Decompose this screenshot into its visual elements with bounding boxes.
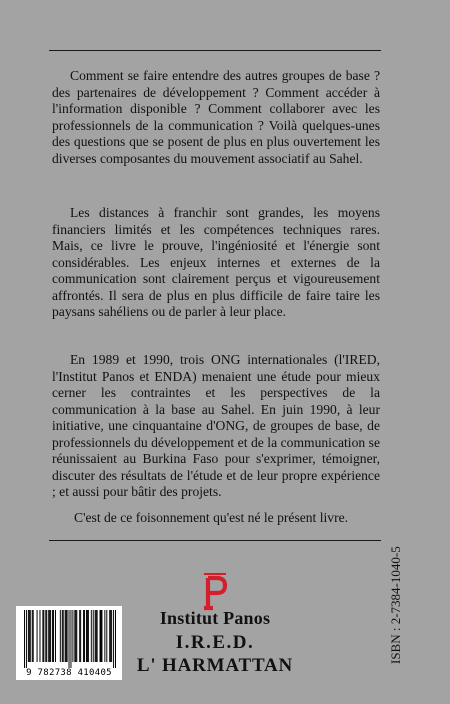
barcode-bar <box>104 610 105 662</box>
paragraph-3 <box>52 352 380 501</box>
barcode-bar <box>32 610 33 662</box>
barcode-bar <box>53 610 54 662</box>
barcode-bar <box>86 610 87 662</box>
barcode-bar <box>43 610 44 662</box>
barcode-bar <box>30 610 31 662</box>
barcode-bar <box>39 610 40 662</box>
ean13-barcode-icon <box>16 606 122 680</box>
paragraph-2 <box>52 205 380 321</box>
barcode-bar <box>76 610 77 662</box>
barcode-bar <box>28 610 29 662</box>
paragraph-4 <box>52 510 380 527</box>
barcode-bar <box>113 610 114 668</box>
barcode-bar <box>93 610 94 662</box>
barcode-bar <box>96 610 97 662</box>
panos-p-logo-icon <box>200 572 230 612</box>
barcode-bar <box>29 610 30 662</box>
paragraph-4-text: C'est de ce foisonnement qu'est né le présent livre. <box>74 510 349 525</box>
barcode-bar <box>62 610 63 662</box>
barcode-bar <box>111 610 112 662</box>
barcode-bar <box>33 610 34 662</box>
barcode-bar <box>106 610 107 662</box>
barcode-bar <box>69 610 70 668</box>
barcode-bar <box>52 610 53 662</box>
barcode-bar <box>95 610 96 662</box>
barcode-bars <box>24 610 116 668</box>
barcode-bar <box>72 610 73 662</box>
barcode-bar <box>80 610 81 662</box>
barcode-bar <box>115 610 116 668</box>
barcode-bar <box>67 610 68 662</box>
barcode-bar <box>109 610 110 662</box>
paragraph-3-text: En 1989 et 1990, trois ONG internationales (l'IRED, l'Institut Panos et ENDA) menaient une étude pour mieux cerner les contraintes et les perspectives de la communication à la base au Sahel. En juin 1990, à leur initiative, une cinquantaine d'ONG, de groupes de base, de professionnels du développement et de la communication se réunissaient au Burkina Faso pour s'exprimer, témoigner, discuter des résultats de l'étude et de leur propre expérience ; et aussi pour bâtir des projets. <box>52 352 380 499</box>
isbn-number: ISBN : 2-7384-1040-5 <box>388 546 403 664</box>
top-divider <box>49 50 381 51</box>
barcode-bar <box>79 610 80 662</box>
barcode-bar <box>83 610 84 662</box>
paragraph-1-text: Comment se faire entendre des autres groupes de base ? des partenaires de développement ? Comment accéder à l'information disponible ? Comment collaborer avec les professionnels de la communication ? Voilà quelques-unes des questions que se posent de plus en plus ouvertement les diverses composantes du mouvement associatif au Sahel. <box>52 68 380 166</box>
barcode-bar <box>84 610 85 662</box>
barcode-bar <box>87 610 88 662</box>
paragraph-2-text: Les distances à franchir sont grandes, les moyens financiers limités et les compétences techniques rares. Mais, ce livre le prouve, l'ingéniosité et l'énergie sont considérables. Les enjeux internes et externes de la communication sont clairement perçus et vigoureusement affrontés. Il sera de plus en plus difficile de faire taire les paysans sahéliens ou de parler à leur place. <box>52 205 380 319</box>
barcode-digits: 9 782738 410405 <box>26 668 112 678</box>
barcode-bar <box>74 610 75 662</box>
publisher-harmattan: L' HARMATTAN <box>136 655 294 676</box>
barcode-bar <box>88 610 89 662</box>
barcode-bar <box>24 610 25 668</box>
barcode-bar <box>101 610 102 662</box>
barcode-bar <box>50 610 51 662</box>
barcode-bar <box>26 610 27 668</box>
barcode-bar <box>37 610 38 662</box>
publisher-institut-panos: Institut Panos <box>159 608 271 628</box>
barcode-bar <box>91 610 92 662</box>
barcode-bar <box>45 610 46 662</box>
barcode-bar <box>75 610 76 662</box>
barcode-bar <box>100 610 101 662</box>
paragraph-1 <box>52 68 380 167</box>
barcode-bar <box>110 610 111 662</box>
barcode-bar <box>49 610 50 662</box>
publisher-ired: I.R.E.D. <box>175 632 255 653</box>
barcode-bar <box>65 610 66 662</box>
barcode-bar <box>42 610 43 662</box>
barcode-bar <box>97 610 98 662</box>
bottom-divider <box>49 540 381 541</box>
barcode-bar <box>63 610 64 662</box>
barcode-bar <box>55 610 56 662</box>
barcode-bar <box>48 610 49 662</box>
barcode-bar <box>46 610 47 662</box>
barcode-bar <box>60 610 61 662</box>
barcode-bar <box>66 610 67 662</box>
barcode-bar <box>70 610 71 668</box>
barcode-bar <box>101 610 102 662</box>
